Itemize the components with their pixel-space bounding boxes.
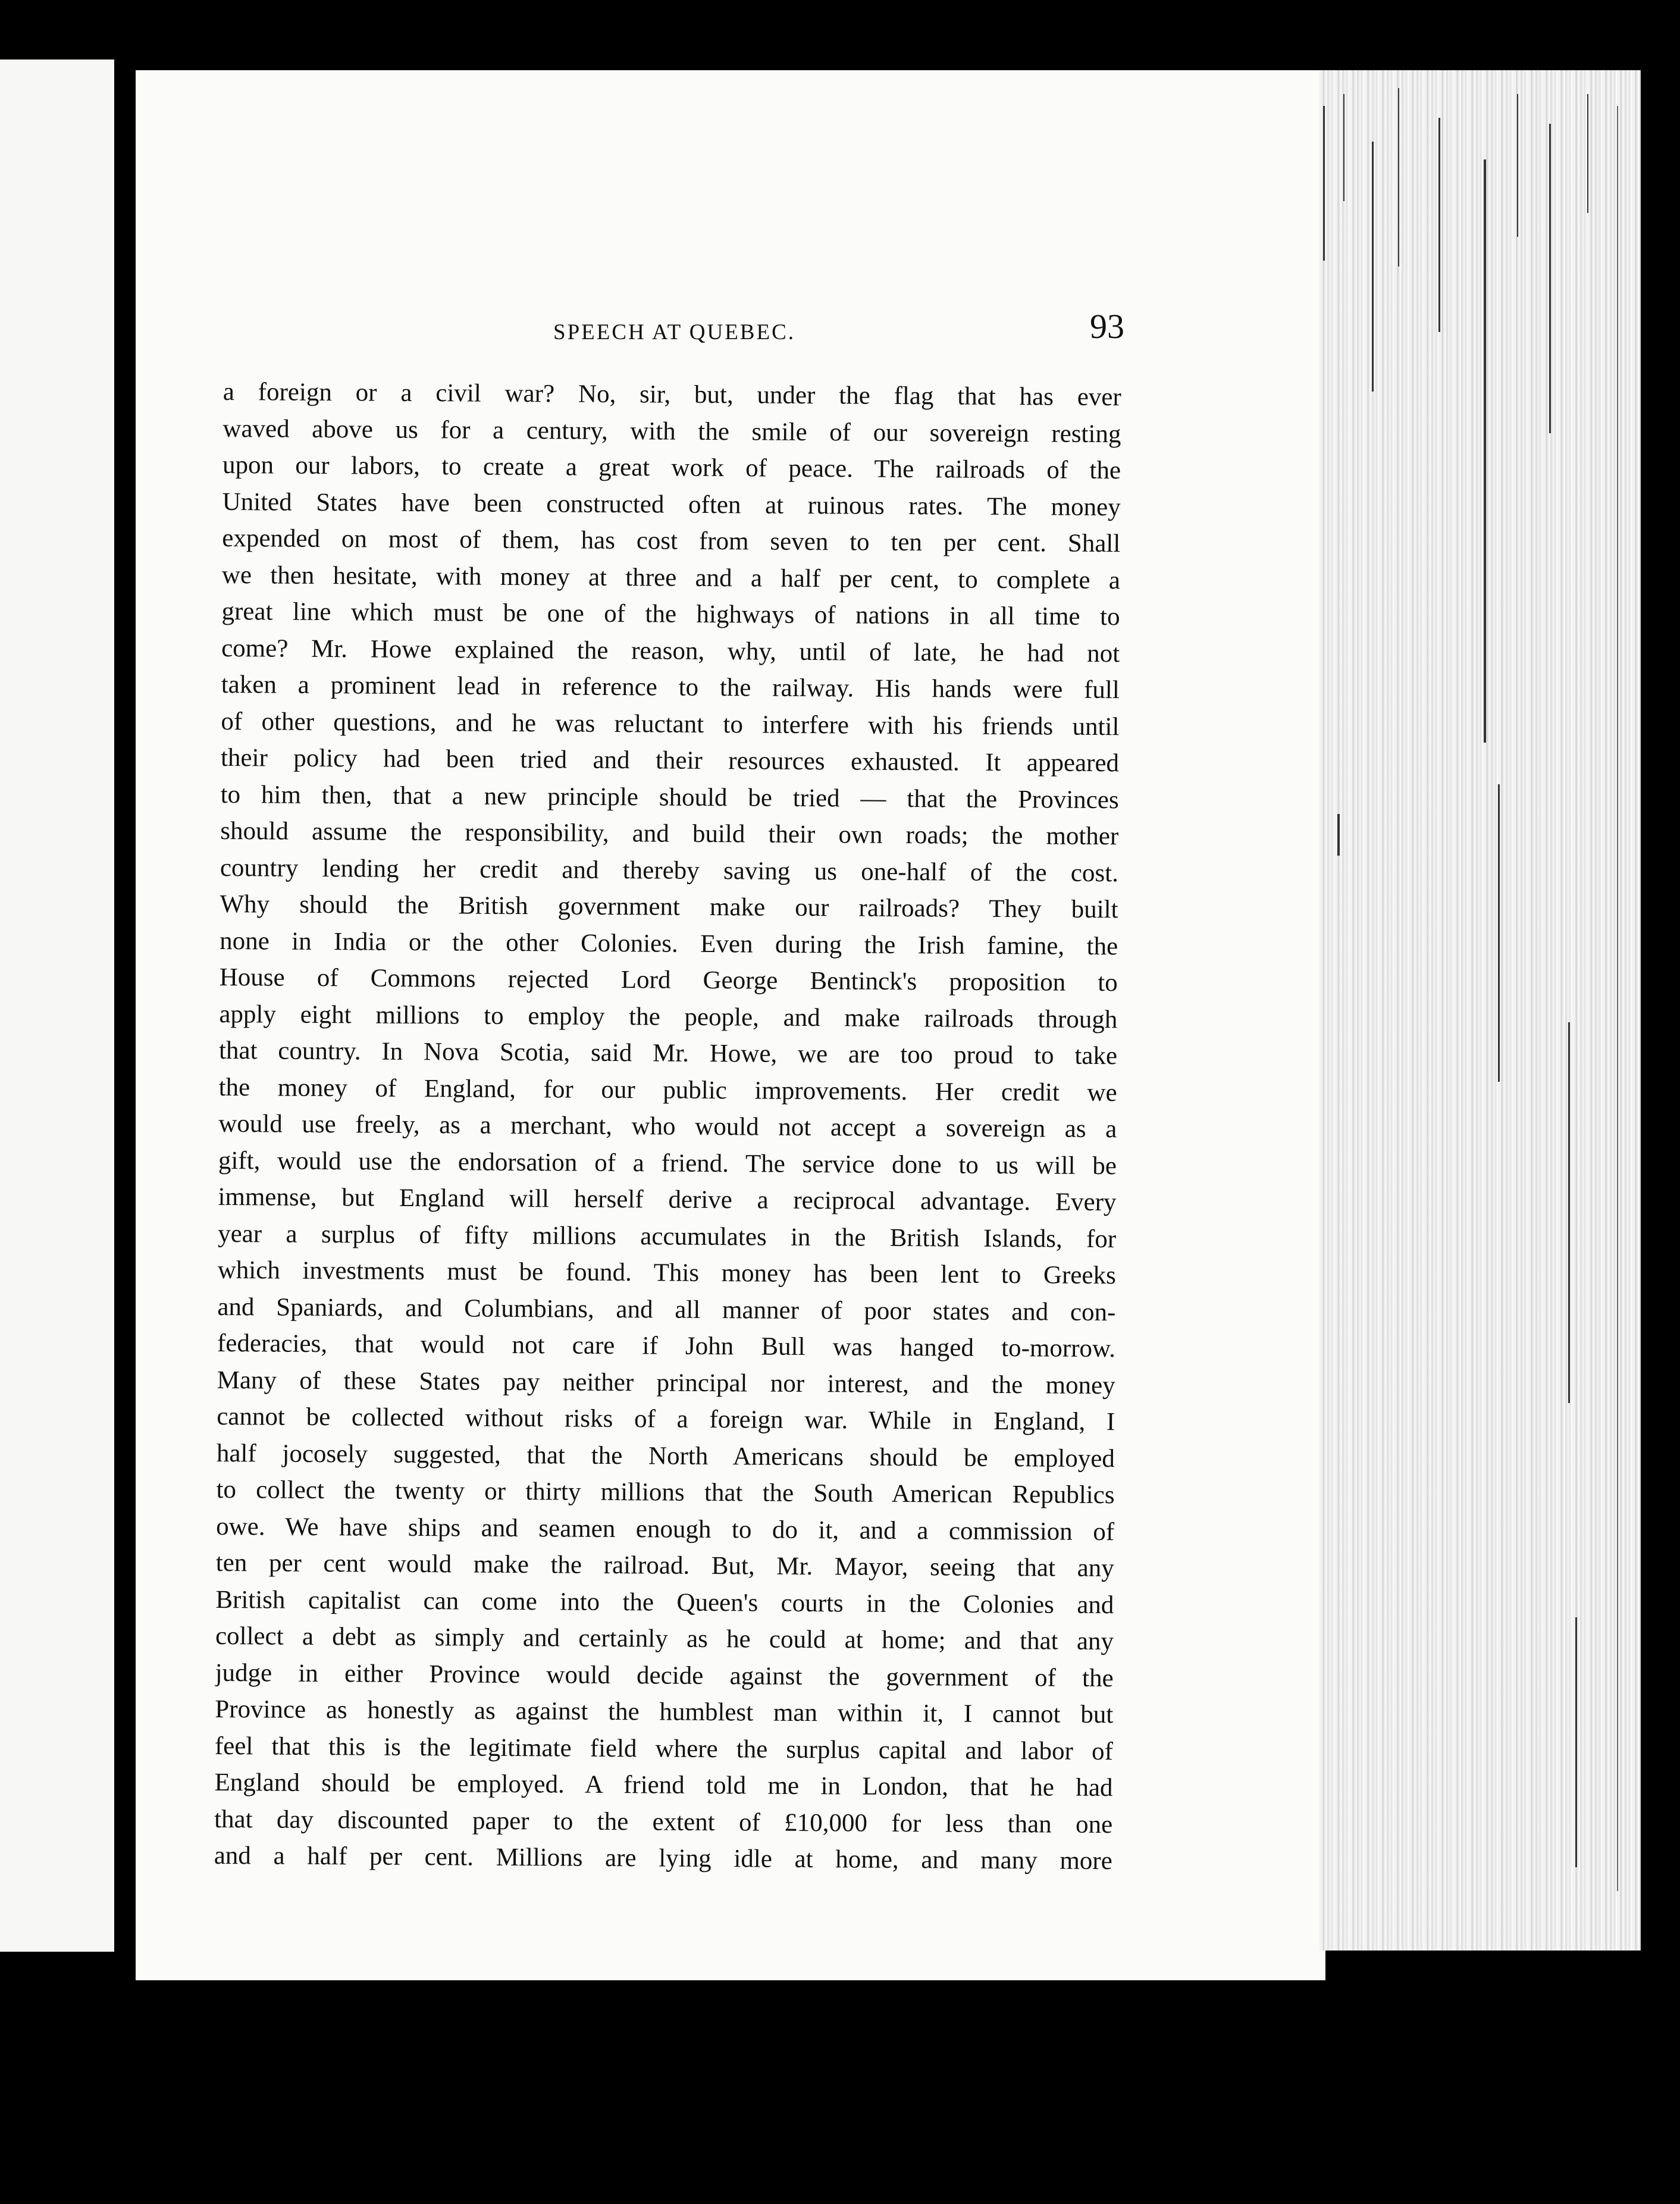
running-head: SPEECH AT QUEBEC. [553, 320, 796, 345]
text-line: British capitalist can come into the Queen's courts in the Colonies and [215, 1585, 1114, 1619]
text-line: to him then, that a new principle should be tried — that the Provinces [220, 780, 1119, 814]
text-line: owe. We have ships and seamen enough to do it, and a commission of [216, 1512, 1115, 1546]
text-line: expended on most of them, has cost from seven to ten per cent. Shall [222, 524, 1121, 558]
text-line: none in India or the other Colonies. Even during the Irish famine, the [220, 926, 1118, 960]
text-line: Province as honestly as against the humblest man within it, I cannot but [215, 1695, 1114, 1729]
text-line: we then hesitate, with money at three and a half per cent, to complete a [221, 561, 1121, 594]
text-line: Why should the British government make our railroads? They built [220, 890, 1118, 924]
text-line: gift, would use the endorsation of a friend. The service done to us will be [218, 1146, 1117, 1180]
text-line: come? Mr. Howe explained the reason, why, until of late, he had not [221, 634, 1120, 668]
text-line: year a surplus of fifty millions accumulates in the British Islands, for [218, 1219, 1117, 1253]
text-line: country lending her credit and thereby saving us one-half of the cost. [220, 853, 1119, 887]
text-line: taken a prominent lead in reference to the railway. His hands were full [221, 670, 1120, 705]
text-line: Many of these States pay neither principal nor interest, and the money [217, 1366, 1115, 1400]
text-line: should assume the responsibility, and build their own roads; the mother [220, 816, 1119, 851]
body-text [214, 374, 1121, 1880]
text-line: their policy had been tried and their resources exhausted. It appeared [220, 743, 1120, 778]
text-line: feel that this is the legitimate field where the surplus capital and labor of [214, 1732, 1114, 1765]
text-line: to collect the twenty or thirty millions that the South American Republics [216, 1475, 1115, 1510]
text-line: great line which must be one of the highways of nations in all time to [221, 597, 1120, 631]
text-line: waved above us for a century, with the smile of our sovereign resting [222, 414, 1121, 448]
page-header [238, 306, 1124, 360]
text-line: which investments must be found. This money has been lent to Greeks [217, 1256, 1116, 1290]
text-line: that country. In Nova Scotia, said Mr. Howe, we are too proud to take [218, 1036, 1118, 1070]
text-line: half jocosely suggested, that the North Americans should be employed [216, 1439, 1115, 1473]
book-gutter [114, 48, 137, 1970]
text-line: would use freely, as a merchant, who would not accept a sovereign as a [218, 1109, 1117, 1144]
text-line: ten per cent would make the railroad. But, Mr. Mayor, seeing that any [215, 1548, 1114, 1583]
text-line: judge in either Province would decide against the government of the [215, 1658, 1114, 1692]
text-line: collect a debt as simply and certainly as he could at home; and that any [215, 1621, 1114, 1656]
text-line: of other questions, and he was reluctant to interfere with his friends until [221, 707, 1120, 741]
text-line: federacies, that would not care if John Bull was hanged to-morrow. [217, 1329, 1116, 1363]
text-line: and a half per cent. Millions are lying idle at home, and many more [214, 1841, 1112, 1876]
text-line: and Spaniards, and Columbians, and all manner of poor states and con- [217, 1292, 1116, 1326]
text-line: United States have been constructed often at ruinous rates. The money [222, 487, 1121, 521]
text-line: cannot be collected without risks of a foreign war. While in England, I [217, 1402, 1115, 1436]
text-line: England should be employed. A friend told me in London, that he had [214, 1768, 1113, 1802]
text-line: the money of England, for our public improvements. Her credit we [218, 1073, 1117, 1107]
left-page-edge [0, 60, 114, 1952]
text-line: that day discounted paper to the extent of £10,000 for less than one [214, 1805, 1113, 1839]
text-line: House of Commons rejected Lord George Bentinck's proposition to [219, 963, 1118, 997]
page-number: 93 [1090, 307, 1124, 346]
book-page-edges [1319, 70, 1641, 1951]
text-line: upon our labors, to create a great work of peace. The railroads of the [222, 450, 1121, 485]
text-line: apply eight millions to employ the people, and make railroads through [219, 1000, 1118, 1034]
text-line: a foreign or a civil war? No, sir, but, under the flag that has ever [222, 377, 1121, 412]
text-line: immense, but England will herself derive a reciprocal advantage. Every [218, 1182, 1117, 1217]
